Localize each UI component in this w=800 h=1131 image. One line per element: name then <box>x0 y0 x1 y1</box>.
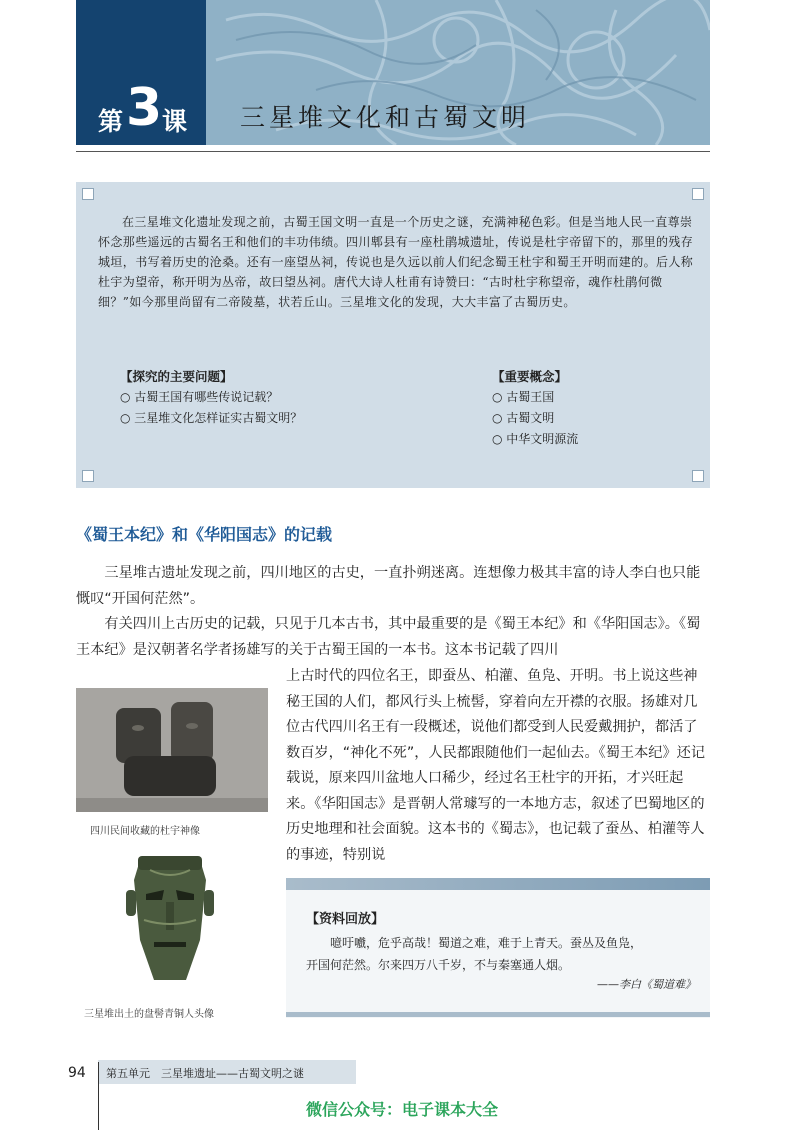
poem-line: 开国何茫然。尔来四万八千岁，不与秦塞通人烟。 <box>306 958 571 972</box>
intro-text <box>98 212 694 312</box>
corner-mark <box>82 470 94 482</box>
concept-item: ○ 中华文明源流 <box>492 432 579 446</box>
concept-item: ○ 古蜀王国 <box>492 390 555 404</box>
du-yu-statue-photo <box>76 688 268 812</box>
poem-source: ——李白《蜀道难》 <box>597 978 696 991</box>
resource-poem <box>306 932 698 976</box>
concept-item: ○ 古蜀文明 <box>492 411 555 425</box>
resource-box-bottom-bar <box>286 1012 710 1017</box>
poem-line: 噫吁嚱，危乎高哉！蜀道之难，难于上青天。蚕丛及鱼凫， <box>330 936 643 950</box>
lesson-title: 三星堆文化和古蜀文明 <box>240 103 531 132</box>
key-questions <box>120 366 302 429</box>
watermark-text: 微信公众号：电子课本大全 <box>306 1100 499 1119</box>
corner-mark <box>692 188 704 200</box>
section-title: 《蜀王本纪》和《华阳国志》的记载 <box>76 525 333 544</box>
body-paragraph: 有关四川上古历史的记载，只见于几本古书，其中最重要的是《蜀王本纪》和《华阳国志》。《蜀王本纪》是汉朝著名学者扬雄写的关于古蜀王国的一本书。这本书记载了四川 <box>76 616 701 658</box>
lesson-number: 3 <box>126 78 163 138</box>
figure-caption: 四川民间收藏的杜宇神像 <box>90 826 200 837</box>
resource-box-top-bar <box>286 878 710 890</box>
footer-divider <box>98 1062 99 1130</box>
key-questions-heading: 【探究的主要问题】 <box>120 369 233 384</box>
bronze-head-photo <box>120 850 220 990</box>
figure-caption: 三星堆出土的盘髻青铜人头像 <box>84 1009 214 1020</box>
intro-paragraph: 在三星堆文化遗址发现之前，古蜀王国文明一直是一个历史之谜，充满神秘色彩。但是当地人民一直尊崇怀念那些遥远的古蜀名王和他们的丰功伟绩。四川郫县有一座杜鹃城遗址，传说是杜宇帝留下的，那里的残存城垣，书写着历史的沧桑。还有一座望丛祠，传说也是久远以前人们纪念蜀王杜宇和蜀王开明而建的。后人称杜宇为望帝，称开明为丛帝，故曰望丛祠。唐代大诗人杜甫有诗赞曰：“古时杜宇称望帝，魂作杜鹃何微细？”如今那里尚留有二帝陵墓，状若丘山。三星堆文化的发现，大大丰富了古蜀历史。 <box>98 215 694 309</box>
question-item: ○ 古蜀王国有哪些传说记载？ <box>120 390 279 404</box>
lesson-number-box <box>76 0 206 145</box>
body-paragraph: 上古时代的四位名王，即蚕丛、柏灌、鱼凫、开明。书上说这些神秘王国的人们，都风行头上梳髻，穿着向左开襟的衣服。扬雄对几位古代四川名王有一段概述，说他们都受到人民爱戴拥护，都活了数百岁，“神化不死”，人民都跟随他们一起仙去。《蜀王本纪》还记载说，原来四川盆地人口稀少，经过名王杜宇的开拓，才兴旺起来。《华阳国志》是晋朝人常璩写的一本地方志，叙述了巴蜀地区的历史地理和社会面貌。这本书的《蜀志》，也记载了蚕丛、柏灌等人的事迹，特别说 <box>286 668 706 863</box>
corner-mark <box>82 188 94 200</box>
key-concepts-heading: 【重要概念】 <box>492 369 568 384</box>
page-number: 94 <box>68 1065 86 1081</box>
corner-mark <box>692 470 704 482</box>
lesson-suffix: 课 <box>162 107 188 136</box>
body-paragraph: 三星堆古遗址发现之前，四川地区的古史，一直扑朔迷离。连想像力极其丰富的诗人李白也只能慨叹“开国何茫然”。 <box>76 565 701 607</box>
resource-heading: 【资料回放】 <box>306 912 385 927</box>
key-concepts <box>492 366 578 450</box>
lesson-prefix: 第 <box>98 107 124 136</box>
unit-label: 第五单元 三星堆遗址——古蜀文明之谜 <box>106 1067 304 1080</box>
question-item: ○ 三星堆文化怎样证实古蜀文明？ <box>120 411 303 425</box>
banner-divider <box>76 151 710 152</box>
